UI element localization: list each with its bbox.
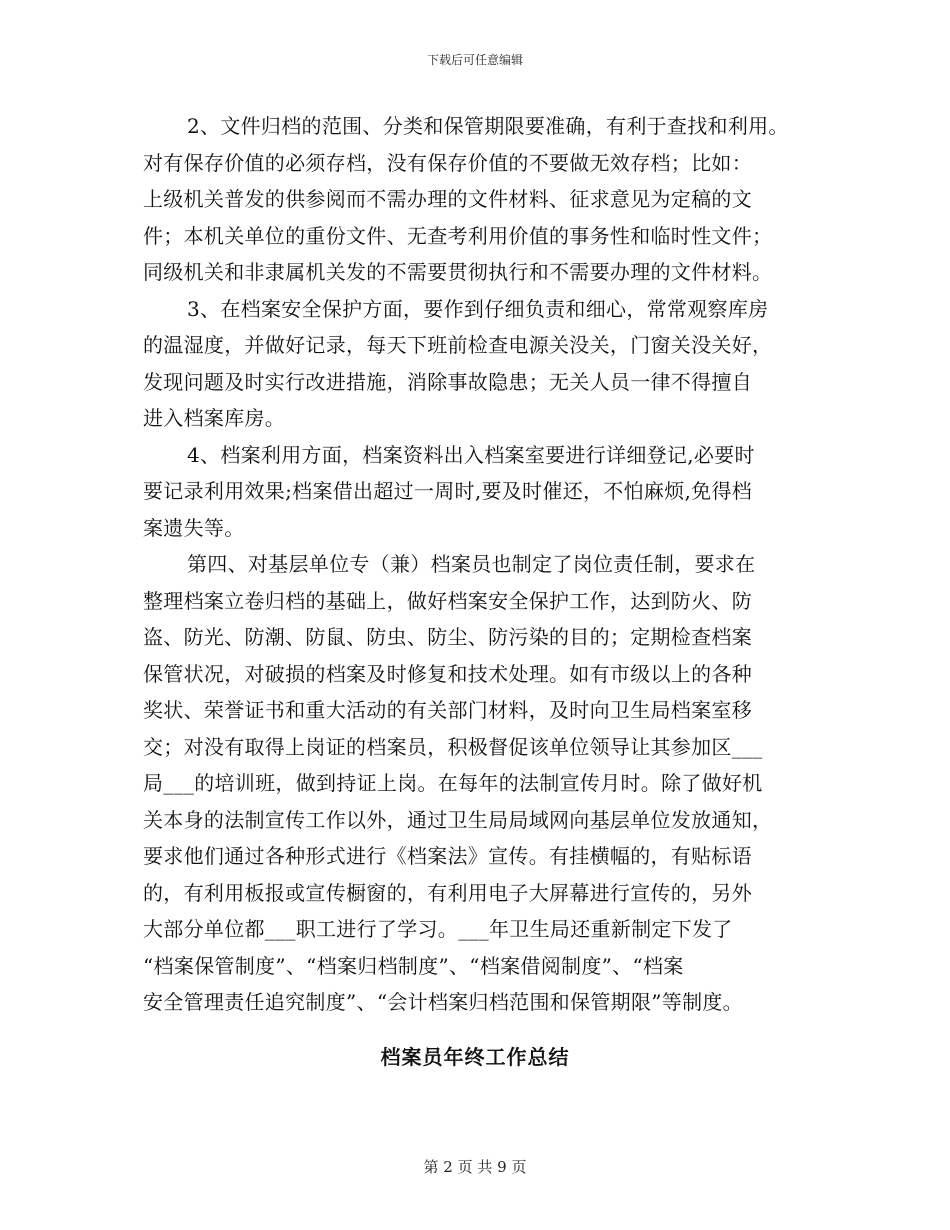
paragraph-line: 发现问题及时实行改进措施，消除事故隐患；无关人员一律不得擅自 [143,369,752,394]
page-header: 下载后可任意编辑 [426,53,523,67]
paragraph-line: 的温湿度，并做好记录，每天下班前检查电源关没关，门窗关没关好， [143,333,773,357]
document-body [143,114,843,1027]
paragraph-line: 盗、防光、防潮、防鼠、防虫、防尘、防污染的目的；定期检查档案 [143,625,752,649]
paragraph-line: 案遗失等。 [143,515,245,540]
paragraph-line: 整理档案立卷归档的基础上，做好档案安全保护工作，达到防火、防 [143,588,752,613]
paragraph-line: 局___的培训班，做到持证上岗。在每年的法制宣传月时。除了做好机 [143,771,763,795]
paragraph-line: 奖状、荣誉证书和重大活动的有关部门材料，及时向卫生局档案室移 [143,698,752,722]
paragraph-line: 2、文件归档的范围、分类和保管期限要准确，有利于查找和利用。 [187,114,789,138]
paragraph-line: 要记录利用效果;档案借出超过一周时,要及时催还，不怕麻烦,免得档 [143,479,753,503]
paragraph-line: 同级机关和非隶属机关发的不需要贯彻执行和不需要办理的文件材料。 [143,260,773,284]
paragraph-line: 关本身的法制宣传工作以外，通过卫生局局域网向基层单位发放通知， [143,807,773,832]
paragraph-line: 3、在档案安全保护方面，要作到仔细负责和细心，常常观察库房 [187,296,769,321]
paragraph-line: 保管状况，对破损的档案及时修复和技术处理。如有市级以上的各种 [143,661,752,686]
paragraph-line: 对有保存价值的必须存档，没有保存价值的不要做无效存档；比如： [143,150,752,175]
paragraph-line: 上级机关普发的供参阅而不需办理的文件材料、征求意见为定稿的文 [143,187,752,211]
paragraph-line: 进入档案库房。 [143,406,286,430]
paragraph-line: 4、档案利用方面，档案资料出入档案室要进行详细登记,必要时 [187,442,755,467]
section-title: 档案员年终工作总结 [380,1045,570,1069]
paragraph-line: 的，有利用板报或宣传橱窗的，有利用电子大屏幕进行宣传的，另外 [143,880,752,905]
paragraph-line: 交；对没有取得上岗证的档案员，积极督促该单位领导让其参加区___ [143,734,763,759]
paragraph-line: 要求他们通过各种形式进行《档案法》宣传。有挂横幅的，有贴标语 [143,844,752,868]
page-number-footer: 第 2 页 共 9 页 [423,1158,527,1176]
paragraph-line: 大部分单位都___职工进行了学习。___年卫生局还重新制定下发了 [143,917,733,941]
paragraph-line: 安全管理责任追究制度”、“会计档案归档范围和保管期限”等制度。 [143,990,743,1014]
paragraph-line: 第四、对基层单位专（兼）档案员也制定了岗位责任制，要求在 [187,552,756,576]
paragraph-line: 件；本机关单位的重份文件、无查考利用价值的事务性和临时性文件； [143,223,773,248]
paragraph-line: “档案保管制度”、“档案归档制度”、“档案借阅制度”、“档案 [143,953,684,978]
